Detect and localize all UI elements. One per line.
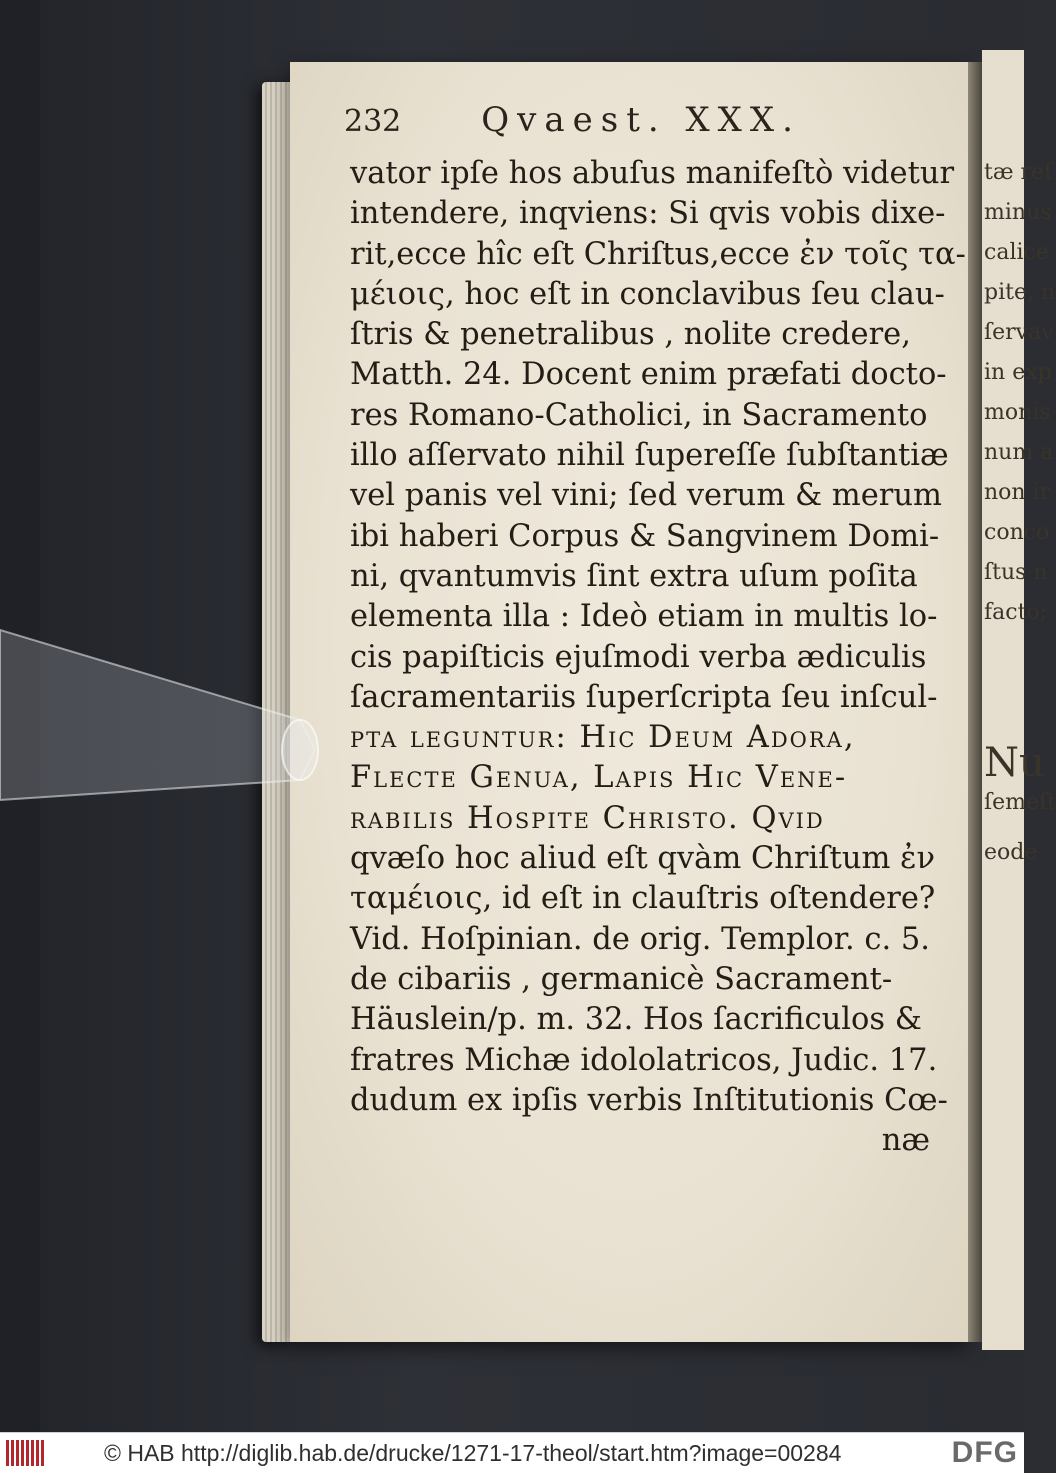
text-line: elementa illa : Ideò etiam in multis lo- [350,599,938,635]
text-line: intendere, inqviens: Si qvis vobis dixe- [350,196,946,232]
facing-page-text: minus [984,200,1052,225]
facing-page-text: ſervav [984,320,1054,345]
running-title: Qvaest. XXX. [481,100,801,140]
text-line: qvæſo hoc aliud eſt qvàm Chriſtum ἐν [350,841,935,877]
text-line: rit,ecce hîc eſt Chriſtus,ecce ἐν τοῖς τα- [350,236,966,272]
hab-logo-icon [6,1438,50,1468]
facing-page-text: pite, n [984,280,1056,305]
facing-page-text: in exp [984,360,1052,385]
scanner-bed-edge [0,0,40,1432]
text-line: ibi haberi Corpus & Sangvinem Domi- [350,518,940,554]
dfg-logo: DFG [951,1436,1018,1469]
text-line: rabilis Hospite Christo. Qvid [350,800,825,836]
text-line: de cibariis , germanicè Sacrament- [350,961,893,997]
text-line: dudum ex ipſis verbis Inſtitutionis Cœ- [350,1082,948,1118]
text-line: cis papiſticis ejuſmodi verba ædiculis [350,639,927,675]
facing-page-fragment [982,50,1056,1350]
facing-page-text: Nu [984,740,1045,786]
text-line: ni, qvantumvis ſint extra uſum poſita [350,558,918,594]
text-line: vel panis vel vini; ſed verum & merum [350,478,942,514]
facing-page-text: tæ reſ [984,160,1053,185]
text-line: Matth. 24. Docent enim præfati docto- [350,357,947,393]
text-line: fratres Michæ idololatricos, Judic. 17. [350,1042,938,1078]
text-line: vator ipſe hos abuſus manifeſtò videtur [350,156,955,191]
running-head [344,100,864,148]
facing-page-text: ſtus n [984,560,1048,585]
footer-bar [0,1432,1024,1473]
facing-page-text: calice [984,240,1049,265]
text-line: Vid. Hoſpinian. de orig. Templor. c. 5. [350,921,930,957]
book-gutter [968,62,982,1342]
facing-page-text: monis [984,400,1051,425]
text-line: ταμέιοις, id eſt in clauſtris oſtendere? [350,881,936,917]
page-body-text [350,154,966,1161]
facing-page-text: num a [984,440,1054,465]
copyright-link[interactable]: © HAB http://diglib.hab.de/drucke/1271-17-theol/start.htm?image=00284 [104,1439,842,1466]
text-line: pta leguntur: Hic Deum Adora, [350,720,856,756]
text-line: res Romano-Catholici, in Sacramento [350,397,928,433]
facing-page-text: non ir [984,480,1051,505]
facing-page-text: eode [984,840,1038,865]
catchword: næ [881,1123,930,1159]
text-line: Häuslein/p. m. 32. Hos ſacrificulos & [350,1002,922,1038]
text-line: ſtris & penetralibus , nolite credere, [350,317,911,353]
text-line: Flecte Genua, Lapis Hic Vene- [350,760,848,796]
facing-page-text: conco [984,520,1050,545]
facing-page-text: ſemeſt [984,790,1056,815]
text-line: ſacramentariis ſuperſcripta ſeu inſcul- [350,679,938,715]
facing-page-text: facto; [984,600,1048,625]
text-line: illo aſſervato nihil ſupereſſe ſubſtantiæ [350,438,949,474]
text-line: μέιοις, hoc eſt in conclavibus ſeu clau- [350,276,945,312]
page-number: 232 [344,104,402,139]
